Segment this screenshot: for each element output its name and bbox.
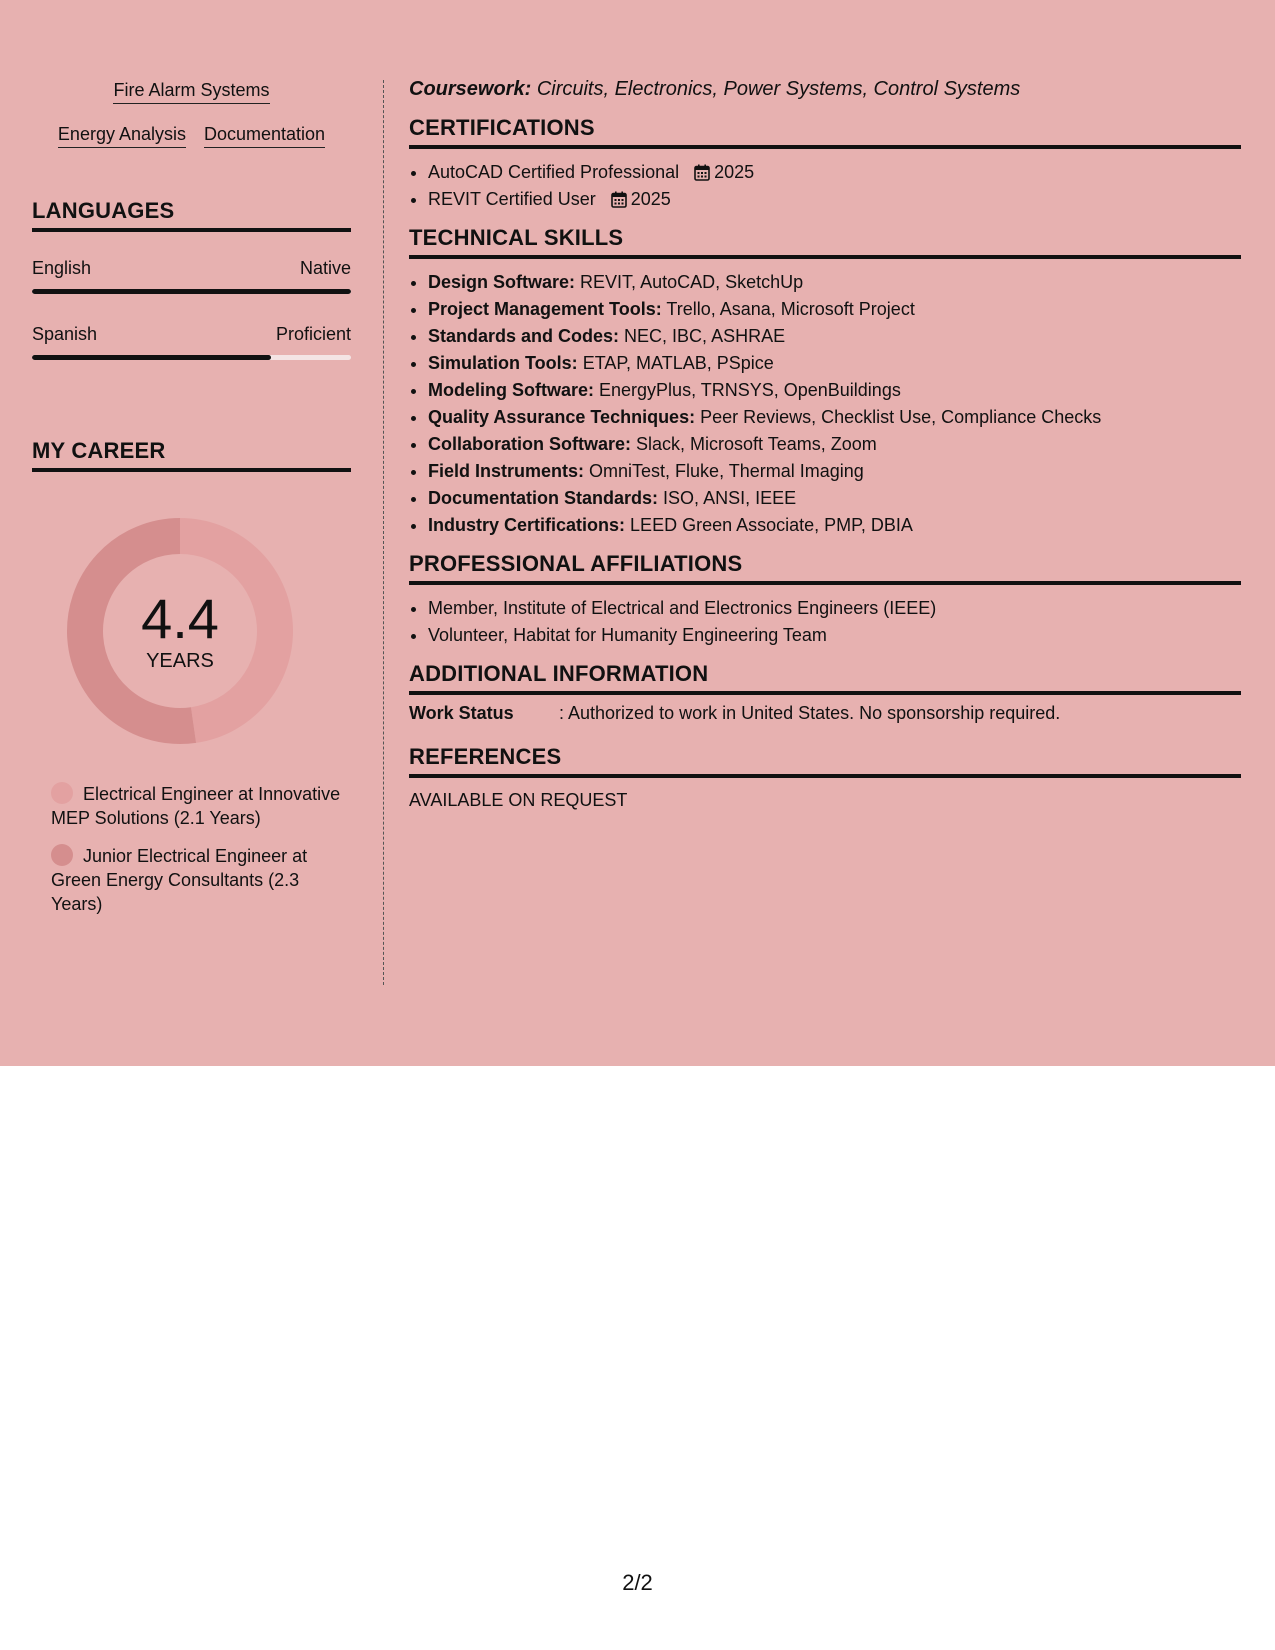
additional-info-title: ADDITIONAL INFORMATION — [409, 661, 1241, 695]
column-divider — [383, 80, 384, 985]
skill-value: EnergyPlus, TRNSYS, OpenBuildings — [599, 380, 901, 400]
language-name: English — [32, 258, 92, 278]
coursework — [409, 78, 1241, 101]
skill-tag: Fire Alarm Systems — [113, 80, 269, 104]
calendar-icon — [611, 191, 627, 208]
skill-label: Field Instruments: — [428, 461, 585, 481]
skill-label: Modeling Software: — [428, 380, 594, 400]
references-section — [409, 744, 1241, 811]
career-legend-item — [51, 844, 341, 916]
affiliations-title: PROFESSIONAL AFFILIATIONS — [409, 551, 1241, 585]
career-legend — [32, 782, 351, 916]
skill-value: ETAP, MATLAB, PSpice — [582, 353, 774, 373]
skill-label: Simulation Tools: — [428, 353, 578, 373]
certification-item — [428, 186, 1241, 213]
legend-dot — [51, 782, 73, 804]
right-column — [409, 78, 1241, 823]
career-years-unit: YEARS — [146, 649, 214, 672]
language-bar — [32, 355, 351, 360]
language-level: Native — [299, 258, 351, 278]
languages-title: LANGUAGES — [32, 198, 351, 232]
legend-dot — [51, 844, 73, 866]
certification-year: 2025 — [714, 162, 755, 182]
language-name: Spanish — [32, 324, 98, 344]
certification-year: 2025 — [630, 189, 671, 209]
additional-info-section — [409, 661, 1241, 724]
career-donut — [65, 516, 295, 746]
skill-value: Peer Reviews, Checklist Use, Compliance Checks — [700, 407, 1102, 427]
skill-item — [428, 269, 1241, 296]
skill-tag: Documentation — [204, 124, 325, 148]
certification-name: AutoCAD Certified Professional — [428, 162, 680, 182]
skill-label: Design Software: — [428, 272, 576, 292]
language-bar-fill — [32, 289, 351, 294]
affiliation-item: • Volunteer, Habitat for Humanity Engineering Team — [428, 622, 1241, 649]
skill-label: Quality Assurance Techniques: — [428, 407, 696, 427]
work-status-value: : Authorized to work in United States. No sponsorship required. — [559, 703, 1061, 723]
work-status-row — [409, 703, 1241, 724]
technical-skills-list — [409, 269, 1241, 539]
career-total-years: 4.4 — [141, 586, 219, 650]
skill-value: LEED Green Associate, PMP, DBIA — [630, 515, 913, 535]
skill-value: Trello, Asana, Microsoft Project — [666, 299, 915, 319]
coursework-text: Circuits, Electronics, Power Systems, Control Systems — [536, 78, 1021, 100]
coursework-label: Coursework: — [409, 78, 532, 100]
skill-label: Industry Certifications: — [428, 515, 626, 535]
legend-label: Electrical Engineer at Innovative MEP Solutions (2.1 Years) — [51, 784, 341, 828]
certifications-section — [409, 115, 1241, 213]
skill-value: OmniTest, Fluke, Thermal Imaging — [589, 461, 864, 481]
calendar-icon — [694, 164, 710, 181]
language-spanish — [32, 324, 351, 360]
skill-value: NEC, IBC, ASHRAE — [624, 326, 786, 346]
certifications-title: CERTIFICATIONS — [409, 115, 1241, 149]
skill-tag: Energy Analysis — [58, 124, 186, 148]
certification-name: REVIT Certified User — [428, 189, 596, 209]
skill-item — [428, 323, 1241, 350]
work-status-label: Work Status — [409, 703, 514, 723]
legend-label: Junior Electrical Engineer at Green Energy Consultants (2.3 Years) — [51, 846, 308, 914]
skill-item — [428, 431, 1241, 458]
career-title: MY CAREER — [32, 438, 351, 472]
skill-label: Collaboration Software: — [428, 434, 632, 454]
affiliations-list — [409, 595, 1241, 649]
certifications-list — [409, 159, 1241, 213]
certification-item — [428, 159, 1241, 186]
skill-item — [428, 512, 1241, 539]
affiliations-section — [409, 551, 1241, 649]
career-donut-center — [65, 516, 295, 746]
page-number: 2/2 — [622, 1570, 653, 1595]
skill-item — [428, 377, 1241, 404]
skill-label: Project Management Tools: — [428, 299, 662, 319]
technical-skills-title: TECHNICAL SKILLS — [409, 225, 1241, 259]
language-bar-fill — [32, 355, 271, 360]
skill-value: REVIT, AutoCAD, SketchUp — [580, 272, 804, 292]
skill-item — [428, 485, 1241, 512]
skill-item — [428, 458, 1241, 485]
skill-tags-row-1 — [32, 80, 351, 104]
skill-item — [428, 404, 1241, 431]
language-english — [32, 258, 351, 294]
technical-skills-section — [409, 225, 1241, 539]
skill-value: ISO, ANSI, IEEE — [663, 488, 797, 508]
skill-label: Documentation Standards: — [428, 488, 659, 508]
skill-item — [428, 296, 1241, 323]
language-bar — [32, 289, 351, 294]
references-title: REFERENCES — [409, 744, 1241, 778]
career-legend-item — [51, 782, 341, 830]
language-level: Proficient — [275, 324, 351, 344]
skill-label: Standards and Codes: — [428, 326, 620, 346]
references-text: AVAILABLE ON REQUEST — [409, 790, 628, 810]
skill-tags-row-2 — [32, 124, 351, 148]
left-column — [32, 80, 351, 930]
affiliation-item: • Member, Institute of Electrical and Electronics Engineers (IEEE) — [428, 595, 1241, 622]
skill-value: Slack, Microsoft Teams, Zoom — [636, 434, 877, 454]
skill-item — [428, 350, 1241, 377]
